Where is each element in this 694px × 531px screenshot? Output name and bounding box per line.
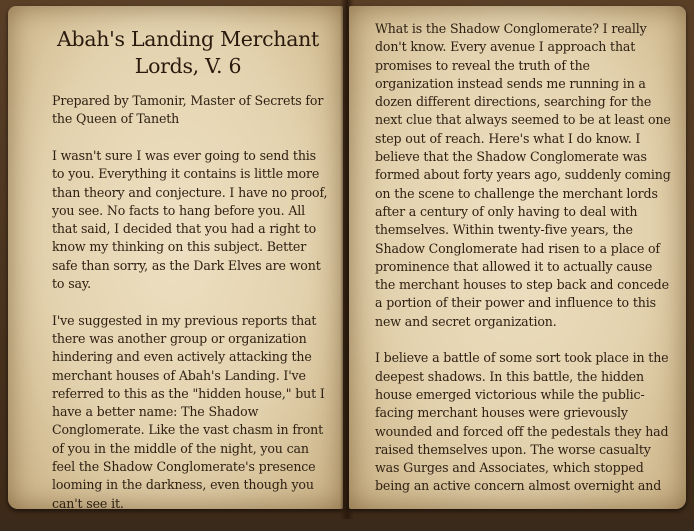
paragraph: I wasn't sure I was ever going to send this to you. Everything it contains is little more than theory and conjecture. I have no proof, you see. No facts to hang before you. All that said, I decided that you had a right to know my thinking on this subject. Better safe than sorry, as the Dark Elves are wont to say. <box>52 148 328 292</box>
paragraph: I believe a battle of some sort took place in the deepest shadows. In this battle, the hidden house emerged victorious while the public-facing merchant houses were grievously wounded and forced off the pedestals they had raised themselves upon. The worse casualty was Gurges and Associates, which stopped being an active concern almost overnight and <box>375 350 669 494</box>
paragraph: I've suggested in my previous reports that there was another group or organization hindering and even actively attacking the merchant houses of Abah's Landing. I've referred to this as the "hidden house," but I have a better name: The Shadow Conglomerate. Like the vast chasm in front of you in the middle of the night, you can feel the Shadow Conglomerate's presence looming in the darkness, even though you can't see it. <box>52 312 325 511</box>
left-page[interactable] <box>8 6 343 509</box>
right-page-text <box>375 20 671 514</box>
right-page[interactable] <box>349 6 686 509</box>
book-byline: Prepared by Tamonir, Master of Secrets for the Queen of Taneth <box>52 93 324 127</box>
book-title: Abah's Landing Merchant Lords, V. 6 <box>57 27 319 78</box>
left-page-text <box>52 147 332 531</box>
paragraph: What is the Shadow Conglomerate? I really don't know. Every avenue I approach that promises to reveal the truth of the organization instead sends me running in a dozen different directions, searching for the next clue that always seemed to be at least one step out of reach. Here's what I do know. I believe that the Shadow Conglomerate was formed about forty years ago, suddenly coming on the scene to challenge the merchant lords after a century of only having to deal with themselves. Within twenty-five years, the Shadow Conglomerate had risen to a place of prominence that allowed it to actually cause the merchant houses to step back and concede a portion of their power and influence to this new and secret organization. <box>375 21 671 329</box>
